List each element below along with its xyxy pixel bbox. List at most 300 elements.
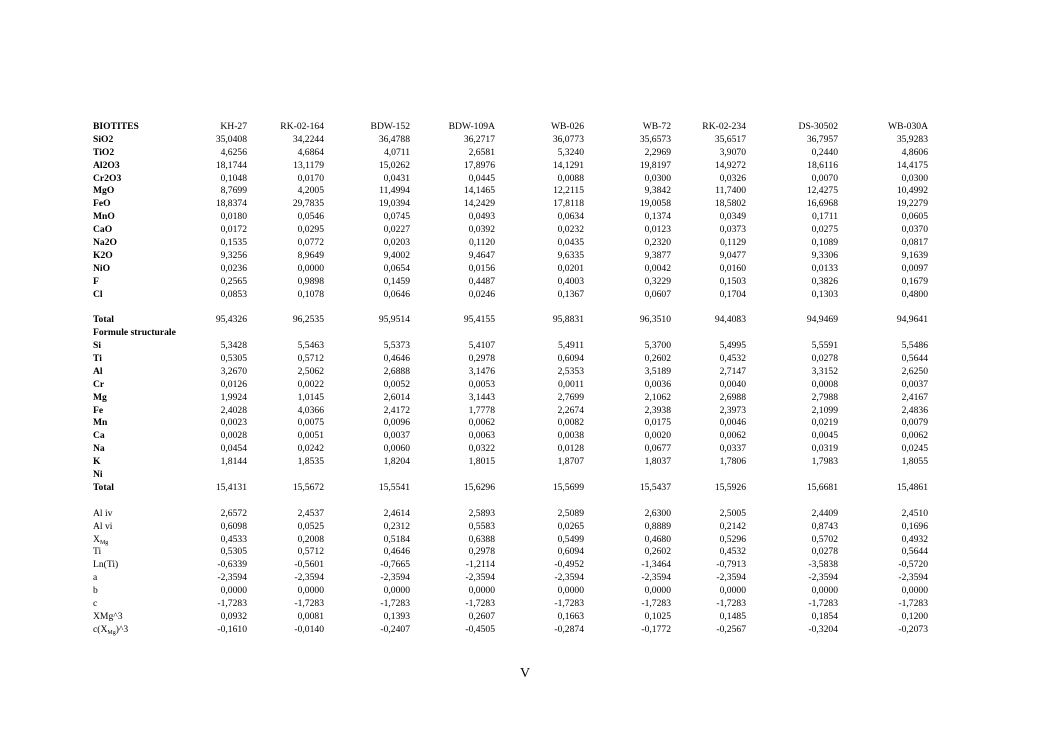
table-cell: 0,4487: [468, 275, 495, 287]
table-cell: 0,0079: [901, 417, 928, 429]
table-cell: 0,4646: [383, 546, 410, 558]
table-cell: -1,7283: [380, 597, 410, 609]
row-label: SiO2: [93, 133, 114, 145]
table-cell: 0,0278: [811, 353, 838, 365]
table-cell: 2,5005: [719, 507, 746, 519]
table-cell: 0,0096: [383, 417, 410, 429]
table-cell: 0,1048: [220, 172, 247, 184]
table-cell: 1,0145: [297, 391, 324, 403]
table-cell: 0,0045: [811, 430, 838, 442]
table-cell: 0,0028: [220, 430, 247, 442]
table-cell: -0,6339: [217, 559, 247, 571]
table-cell: -2,3594: [716, 572, 746, 584]
table-cell: 0,8743: [811, 520, 838, 532]
table-cell: -2,3594: [465, 572, 495, 584]
table-cell: 0,6094: [557, 353, 584, 365]
row-label: XMg^3: [93, 610, 123, 622]
table-cell: 0,0062: [719, 430, 746, 442]
table-cell: 0,0062: [468, 417, 495, 429]
table-cell: 1,9924: [220, 391, 247, 403]
table-cell: 35,6517: [714, 133, 746, 145]
table-cell: 0,0646: [383, 288, 410, 300]
table-cell: 5,4911: [557, 340, 584, 352]
table-cell: -0,2407: [380, 623, 410, 635]
table-cell: 95,4155: [463, 314, 495, 326]
table-cell: 0,1503: [719, 275, 746, 287]
table-cell: 2,4409: [811, 507, 838, 519]
table-cell: 19,2279: [896, 198, 928, 210]
table-cell: 0,0265: [557, 520, 584, 532]
table-cell: 2,5893: [468, 507, 495, 519]
row-label: Al: [93, 365, 103, 377]
column-header: BDW-109A: [448, 121, 495, 132]
table-cell: 9,1639: [901, 249, 928, 261]
table-cell: 35,0408: [215, 133, 247, 145]
table-cell: 2,4172: [383, 404, 410, 416]
table-cell: 0,2607: [468, 610, 495, 622]
table-cell: -1,2114: [465, 559, 495, 571]
table-cell: -0,5601: [294, 559, 324, 571]
table-cell: 14,1465: [463, 185, 495, 197]
table-cell: 0,0607: [644, 288, 671, 300]
table-cell: -1,7283: [465, 597, 495, 609]
table-cell: 0,0319: [811, 443, 838, 455]
row-label: Ti: [93, 546, 102, 558]
table-cell: 0,5583: [468, 520, 495, 532]
table-cell: 3,3152: [811, 365, 838, 377]
table-cell: 0,0126: [220, 378, 247, 390]
table-cell: 2,6988: [719, 391, 746, 403]
table-cell: 0,0000: [901, 585, 928, 597]
table-cell: 0,1129: [719, 237, 746, 249]
row-label: Ni: [93, 469, 103, 481]
table-cell: 9,3306: [811, 249, 838, 261]
table-cell: 0,0128: [557, 443, 584, 455]
table-cell: -0,0140: [294, 623, 324, 635]
table-cell: 0,6388: [468, 533, 495, 545]
table-cell: 4,6864: [297, 146, 324, 158]
table-cell: 0,0677: [644, 443, 671, 455]
row-label: Cl: [93, 288, 103, 300]
table-cell: 0,0275: [811, 224, 838, 236]
table-cell: 15,5541: [378, 481, 410, 493]
table-cell: 16,6968: [806, 198, 838, 210]
table-cell: 0,0020: [644, 430, 671, 442]
table-cell: 0,0180: [220, 211, 247, 223]
table-cell: 9,3256: [220, 249, 247, 261]
table-cell: 0,0236: [220, 262, 247, 274]
table-cell: 15,5699: [552, 481, 584, 493]
table-cell: 0,1679: [901, 275, 928, 287]
table-cell: 1,8535: [297, 456, 324, 468]
table-cell: 15,6296: [463, 481, 495, 493]
table-cell: 0,0133: [811, 262, 838, 274]
table-cell: 0,5184: [383, 533, 410, 545]
table-cell: 0,5305: [220, 546, 247, 558]
table-cell: 2,6888: [383, 365, 410, 377]
table-cell: 0,0038: [557, 430, 584, 442]
table-cell: 2,3938: [644, 404, 671, 416]
row-label: TiO2: [93, 146, 115, 158]
table-cell: 15,5672: [292, 481, 324, 493]
table-cell: 94,4083: [714, 314, 746, 326]
table-cell: -3,5838: [808, 559, 838, 571]
table-cell: 0,0000: [468, 585, 495, 597]
row-label: c: [93, 597, 98, 609]
table-cell: 0,6098: [220, 520, 247, 532]
table-cell: 0,0037: [901, 378, 928, 390]
table-cell: 2,4028: [220, 404, 247, 416]
table-cell: 3,5189: [644, 365, 671, 377]
table-cell: 5,4107: [468, 340, 495, 352]
table-cell: 0,5296: [719, 533, 746, 545]
column-header: WB-026: [550, 121, 584, 132]
table-cell: 1,8037: [644, 456, 671, 468]
table-cell: 0,0053: [468, 378, 495, 390]
table-cell: 14,2429: [463, 198, 495, 210]
table-cell: 2,5353: [557, 365, 584, 377]
table-cell: 5,5463: [297, 340, 324, 352]
table-cell: 12,4275: [806, 185, 838, 197]
table-cell: 17,8118: [553, 198, 584, 210]
table-cell: 36,2717: [463, 133, 495, 145]
table-cell: 0,5712: [297, 353, 324, 365]
table-cell: 0,0062: [901, 430, 928, 442]
table-cell: -0,4505: [465, 623, 495, 635]
table-cell: 1,7806: [719, 456, 746, 468]
row-label: $X_{Mg}$: [93, 533, 109, 546]
table-cell: -0,1610: [217, 623, 247, 635]
structural-heading: Formule structurale: [93, 327, 176, 339]
table-cell: 96,3510: [639, 314, 671, 326]
table-cell: 0,0817: [901, 237, 928, 249]
table-cell: 0,1704: [719, 288, 746, 300]
table-cell: 15,0262: [378, 159, 410, 171]
table-cell: 8,7699: [220, 185, 247, 197]
table-cell: 0,0175: [644, 417, 671, 429]
table-cell: 0,0232: [557, 224, 584, 236]
row-label: F: [93, 275, 99, 287]
table-cell: 0,0435: [557, 237, 584, 249]
table-cell: 36,4788: [378, 133, 410, 145]
table-cell: -2,3594: [554, 572, 584, 584]
table-cell: -0,1772: [641, 623, 671, 635]
table-cell: -1,7283: [554, 597, 584, 609]
table-cell: 15,4131: [215, 481, 247, 493]
table-cell: 1,7983: [811, 456, 838, 468]
table-cell: 0,0036: [644, 378, 671, 390]
table-cell: 14,1291: [552, 159, 584, 171]
table-cell: 35,9283: [896, 133, 928, 145]
table-cell: 0,0745: [383, 211, 410, 223]
table-cell: 0,0022: [297, 378, 324, 390]
table-cell: 0,0063: [468, 430, 495, 442]
table-cell: 95,4326: [215, 314, 247, 326]
table-cell: 2,1099: [811, 404, 838, 416]
table-cell: -2,3594: [898, 572, 928, 584]
table-cell: 0,0000: [220, 585, 247, 597]
table-cell: 11,7400: [715, 185, 746, 197]
table-cell: 2,7699: [557, 391, 584, 403]
table-cell: 0,0042: [644, 262, 671, 274]
table-cell: 0,3229: [644, 275, 671, 287]
table-cell: 0,5305: [220, 353, 247, 365]
table-cell: 8,9649: [297, 249, 324, 261]
table-cell: 0,1485: [719, 610, 746, 622]
table-cell: 15,5926: [714, 481, 746, 493]
table-cell: 0,0349: [719, 211, 746, 223]
table-cell: 0,0654: [383, 262, 410, 274]
table-cell: -2,3594: [294, 572, 324, 584]
row-label: Mn: [93, 417, 108, 429]
table-cell: 0,0201: [557, 262, 584, 274]
row-label: MgO: [93, 185, 115, 197]
table-cell: 36,0773: [552, 133, 584, 145]
table-cell: 0,1854: [811, 610, 838, 622]
table-cell: 96,2535: [292, 314, 324, 326]
table-cell: 1,8144: [220, 456, 247, 468]
table-cell: 0,0203: [383, 237, 410, 249]
table-cell: -0,2073: [898, 623, 928, 635]
table-cell: 34,2244: [292, 133, 324, 145]
table-cell: 0,0242: [297, 443, 324, 455]
table-cell: 4,0711: [383, 146, 410, 158]
table-cell: 95,9514: [378, 314, 410, 326]
table-cell: 0,0772: [297, 237, 324, 249]
table-cell: 1,8055: [901, 456, 928, 468]
table-cell: 0,4532: [719, 546, 746, 558]
table-cell: 2,6572: [220, 507, 247, 519]
row-label: Cr2O3: [93, 172, 122, 184]
table-cell: 1,8707: [557, 456, 584, 468]
table-cell: 17,8976: [463, 159, 495, 171]
table-cell: 0,3826: [811, 275, 838, 287]
table-cell: 0,5644: [901, 353, 928, 365]
table-cell: -0,2874: [554, 623, 584, 635]
table-cell: 0,1078: [297, 288, 324, 300]
column-header: RK-02-234: [702, 121, 746, 132]
table-cell: 5,3240: [557, 146, 584, 158]
table-cell: 0,1663: [557, 610, 584, 622]
table-cell: 2,6014: [383, 391, 410, 403]
table-cell: 0,0081: [297, 610, 324, 622]
table-cell: 0,8889: [644, 520, 671, 532]
table-cell: 0,0000: [811, 585, 838, 597]
table-cell: 0,2978: [468, 353, 495, 365]
table-title: BIOTITES: [93, 121, 139, 132]
table-cell: 0,5644: [901, 546, 928, 558]
table-cell: -2,3594: [641, 572, 671, 584]
table-cell: 95,8831: [552, 314, 584, 326]
row-label: Al vi: [93, 520, 113, 532]
table-cell: 0,2312: [383, 520, 410, 532]
table-cell: 0,1374: [644, 211, 671, 223]
table-cell: 0,0853: [220, 288, 247, 300]
row-label: Si: [93, 340, 102, 352]
table-cell: 4,8606: [901, 146, 928, 158]
row-label: Na2O: [93, 237, 117, 249]
table-cell: 0,0525: [297, 520, 324, 532]
row-label: Total: [93, 481, 114, 493]
table-cell: 15,4861: [896, 481, 928, 493]
table-cell: 0,4680: [644, 533, 671, 545]
column-header: KH-27: [220, 121, 247, 132]
table-cell: -1,7283: [641, 597, 671, 609]
table-cell: 0,1200: [901, 610, 928, 622]
table-cell: 0,6094: [557, 546, 584, 558]
table-cell: 0,4532: [719, 353, 746, 365]
table-cell: 14,4175: [896, 159, 928, 171]
column-header: RK-02-164: [280, 121, 324, 132]
table-cell: 9,3842: [644, 185, 671, 197]
column-header: DS-30502: [798, 121, 838, 132]
table-cell: 2,6250: [901, 365, 928, 377]
table-cell: 0,1696: [901, 520, 928, 532]
table-cell: 15,6681: [806, 481, 838, 493]
table-cell: -0,4952: [554, 559, 584, 571]
table-cell: 0,1367: [557, 288, 584, 300]
table-cell: 0,0219: [811, 417, 838, 429]
table-cell: 0,5702: [811, 533, 838, 545]
row-label: Fe: [93, 404, 104, 416]
table-cell: 36,7957: [806, 133, 838, 145]
table-cell: 3,1443: [468, 391, 495, 403]
table-cell: 4,0366: [297, 404, 324, 416]
table-cell: 2,4167: [901, 391, 928, 403]
table-cell: 0,0011: [557, 378, 584, 390]
row-label: K2O: [93, 249, 113, 261]
table-cell: 0,4800: [901, 288, 928, 300]
table-cell: 9,3877: [644, 249, 671, 261]
table-cell: 2,4510: [901, 507, 928, 519]
table-cell: 0,0431: [383, 172, 410, 184]
table-cell: 0,0060: [383, 443, 410, 455]
table-cell: 2,7988: [811, 391, 838, 403]
column-header: WB-030A: [888, 121, 928, 132]
table-cell: 94,9641: [896, 314, 928, 326]
table-cell: 0,0008: [811, 378, 838, 390]
table-cell: 3,2670: [220, 365, 247, 377]
page-number: V: [520, 666, 531, 681]
table-cell: 10,4992: [896, 185, 928, 197]
table-cell: 0,0000: [644, 585, 671, 597]
table-cell: 3,1476: [468, 365, 495, 377]
table-cell: 9,0477: [719, 249, 746, 261]
table-cell: 0,1025: [644, 610, 671, 622]
table-cell: 2,7147: [719, 365, 746, 377]
table-cell: 0,0040: [719, 378, 746, 390]
table-cell: -2,3594: [380, 572, 410, 584]
table-cell: 0,0932: [220, 610, 247, 622]
table-cell: 0,9898: [297, 275, 324, 287]
table-cell: -1,7283: [808, 597, 838, 609]
table-cell: 0,2602: [644, 353, 671, 365]
column-header: WB-72: [642, 121, 671, 132]
row-label: $c(X_{Mg})\^{}3$: [93, 623, 129, 636]
table-cell: -1,7283: [716, 597, 746, 609]
table-cell: 0,0000: [297, 585, 324, 597]
table-cell: 2,4537: [297, 507, 324, 519]
table-cell: -0,5720: [898, 559, 928, 571]
table-cell: 0,0300: [901, 172, 928, 184]
table-cell: 0,0605: [901, 211, 928, 223]
table-cell: 0,0023: [220, 417, 247, 429]
table-cell: 1,7778: [468, 404, 495, 416]
row-label: CaO: [93, 224, 113, 236]
table-cell: 5,4995: [719, 340, 746, 352]
table-cell: 0,0075: [297, 417, 324, 429]
table-cell: 18,5802: [714, 198, 746, 210]
table-cell: 0,2565: [220, 275, 247, 287]
table-cell: 0,0246: [468, 288, 495, 300]
table-cell: 0,1535: [220, 237, 247, 249]
table-cell: 2,6300: [644, 507, 671, 519]
table-cell: 0,1459: [383, 275, 410, 287]
table-cell: 18,6116: [807, 159, 838, 171]
table-cell: -2,3594: [217, 572, 247, 584]
table-cell: 12,2115: [553, 185, 584, 197]
table-cell: 5,3700: [644, 340, 671, 352]
row-label: Ca: [93, 430, 105, 442]
table-cell: -2,3594: [808, 572, 838, 584]
table-cell: 2,1062: [644, 391, 671, 403]
row-label: Ln(Ti): [93, 559, 119, 571]
table-cell: 0,0245: [901, 443, 928, 455]
table-cell: 14,9272: [714, 159, 746, 171]
column-header: BDW-152: [370, 121, 410, 132]
table-cell: 0,0000: [297, 262, 324, 274]
table-cell: 5,5591: [811, 340, 838, 352]
table-cell: 0,0000: [557, 585, 584, 597]
row-label: MnO: [93, 211, 115, 223]
table-cell: 11,4994: [379, 185, 410, 197]
table-cell: 2,5062: [297, 365, 324, 377]
table-cell: 0,0373: [719, 224, 746, 236]
table-cell: 0,0300: [644, 172, 671, 184]
table-cell: 19,0394: [378, 198, 410, 210]
table-cell: 0,0051: [297, 430, 324, 442]
table-cell: 0,0156: [468, 262, 495, 274]
table-cell: 5,5486: [901, 340, 928, 352]
table-cell: -0,3204: [808, 623, 838, 635]
table-cell: 0,2142: [719, 520, 746, 532]
table-cell: 0,0295: [297, 224, 324, 236]
table-cell: 5,5373: [383, 340, 410, 352]
table-cell: 4,6256: [220, 146, 247, 158]
table-cell: 0,5712: [297, 546, 324, 558]
table-cell: 15,5437: [639, 481, 671, 493]
table-cell: 0,0454: [220, 443, 247, 455]
row-label: Cr: [93, 378, 105, 390]
table-cell: 0,0172: [220, 224, 247, 236]
row-label: a: [93, 572, 98, 584]
table-cell: 0,0278: [811, 546, 838, 558]
table-cell: 0,1711: [811, 211, 838, 223]
table-cell: 9,6335: [557, 249, 584, 261]
table-cell: 0,2008: [297, 533, 324, 545]
table-cell: 2,5089: [557, 507, 584, 519]
table-cell: 0,0160: [719, 262, 746, 274]
row-label: Al2O3: [93, 159, 120, 171]
table-cell: 0,2320: [644, 237, 671, 249]
table-cell: 0,4932: [901, 533, 928, 545]
table-cell: -1,7283: [294, 597, 324, 609]
table-cell: 0,0082: [557, 417, 584, 429]
table-cell: 0,0493: [468, 211, 495, 223]
table-cell: 0,5499: [557, 533, 584, 545]
table-cell: 4,2005: [297, 185, 324, 197]
table-cell: 13,1179: [293, 159, 324, 171]
